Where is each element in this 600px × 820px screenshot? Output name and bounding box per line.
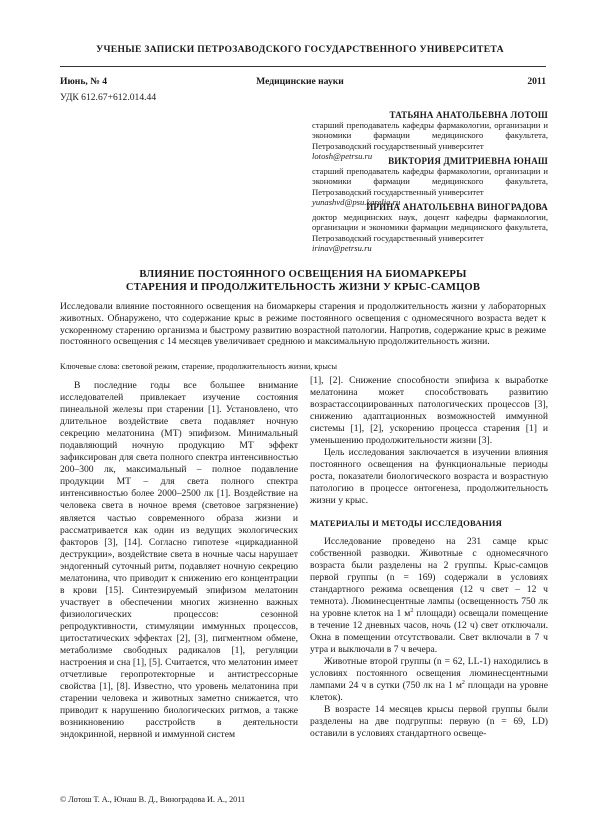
superscript: 2	[461, 679, 465, 686]
body-paragraph	[310, 536, 548, 656]
section-name: Медицинские науки	[256, 76, 344, 87]
superscript: 2	[410, 607, 414, 614]
body-paragraph: В возрасте 14 месяцев крысы первой группы были разделены на две подгруппы: первую (n = 69, LD) оставили в условиях стандартного освеще-	[310, 704, 548, 740]
author-name: ТАТЬЯНА АНАТОЛЬЕВНА ЛОТОШ	[389, 110, 548, 120]
journal-title: УЧЕНЫЕ ЗАПИСКИ ПЕТРОЗАВОДСКОГО ГОСУДАРСТВЕННОГО УНИВЕРСИТЕТА	[96, 44, 504, 55]
copyright: © Лотош Т. А., Юнаш В. Д., Виноградова И. А., 2011	[60, 795, 246, 804]
author-name: ИРИНА АНАТОЛЬЕВНА ВИНОГРАДОВА	[366, 202, 548, 212]
author-affiliation: старший преподаватель кафедры фармакологии, организации и экономики фармации медицинского факультета, Петрозаводский государственный университет	[312, 166, 548, 197]
issue-year: 2011	[527, 76, 546, 87]
author-block	[312, 156, 548, 207]
udk-code: УДК 612.67+612.014.44	[60, 92, 157, 103]
body-text: площади) освещали помещение в течение 12 дневных часов, ночь (12 ч) свет отключали. Окна в помещении отсутствовали. Свет включали в 7 ч утра и выключали в 7 ч вечера.	[310, 607, 548, 655]
abstract: Исследовали влияние постоянного освещения на биомаркеры старения и продолжительность жизни у лабораторных животных. Обнаружено, что содержание крыс в режиме постоянного освещения с одномесячного возраста ведет к ускоренному старению организма и быстрому развитию возрастной патологии. Напротив, содержание крыс в режиме постоянного освещения с 14 месяцев увеличивает среднюю и максимальную продолжительность жизни.	[60, 301, 546, 348]
author-affiliation: доктор медицинских наук, доцент кафедры фармакологии, организации и экономики фармации медицинского факультета, Петрозаводский государственный университет	[312, 212, 548, 243]
author-block	[312, 202, 548, 253]
author-block	[312, 110, 548, 161]
article-title-line: СТАРЕНИЯ И ПРОДОЛЖИТЕЛЬНОСТЬ ЖИЗНИ У КРЫС-САМЦОВ	[125, 282, 481, 294]
issue-number: Июнь, № 4	[60, 76, 108, 87]
body-text: площади на уровне клеток).	[310, 680, 548, 704]
body-paragraph: [1], [2]. Снижение способности эпифиза к выработке мелатонина может способствовать развитию возрастассоциированных патологических процессов [3], снижению адаптационных возможностей иммунной системы [1], [2], ускорению процесса старения [1] и уменьшению продолжительности жизни [3].	[310, 375, 548, 447]
author-affiliation: старший преподаватель кафедры фармакологии, организации и экономики фармации медицинского факультета, Петрозаводский государственный университет	[312, 120, 548, 151]
keywords: Ключевые слова: световой режим, старение, продолжительность жизни, крысы	[60, 362, 338, 371]
body-paragraph: В последние годы все большее внимание исследователей привлекает изучение состояния пинеальной железы при старении [1]. Установлено, что длительное воздействие света подавляет ночную секрецию мелатонина (МТ) эпифизом. Минимальный подавляющий ночную продукцию МТ эффект зафиксирован для света полного спектра интенсивностью 200–300 лк, максимальный – полное подавление продукции МТ – для света полного спектра интенсивностью более 2000–2500 лк [1]. Воздействие на человека света в ночное время (световое загрязнение) является частью современного образа жизни и рассматривается как один из ведущих экологических факторов [3], [14]. Согласно гипотезе «циркадианной деструкции», воздействие света в ночные часы нарушает эндогенный суточный ритм, подавляет ночную секрецию мелатонина, что приводит к снижению его концентрации в крови [15]. Синтезируемый эпифизом мелатонин участвует в обеспечении многих жизненно важных физиологических процессов: сезонной репродуктивности, стимуляции иммунных процессов, цитостатических эффектах [2], [3], пигментном обмене, метаболизме свободных радикалов [1], регуляции настроения и сна [1], [5]. Считается, что мелатонин имеет отчетливые геропротекторные и антистрессорные свойства [1], [8]. Известно, что уровень мелатонина при старении человека и животных заметно снижается, что приводит к нарушению биологических ритмов, а также возникновению расстройств в деятельности эндокринной, нервной и иммунной систем	[60, 380, 298, 741]
body-column-left	[60, 380, 298, 741]
body-paragraph: Цель исследования заключается в изучении влияния постоянного освещения на функциональные периоды роста, показатели биологического возраста и возрастную патологию в процессе онтогенеза, продолжительность жизни у крыс.	[310, 447, 548, 507]
article-title-line: ВЛИЯНИЕ ПОСТОЯННОГО ОСВЕЩЕНИЯ НА БИОМАРКЕРЫ	[139, 269, 467, 280]
author-name: ВИКТОРИЯ ДМИТРИЕВНА ЮНАШ	[388, 156, 548, 166]
header-rule	[60, 66, 546, 67]
body-paragraph	[310, 656, 548, 704]
article-title	[60, 268, 546, 294]
author-email[interactable]: irinav@petrsu.ru	[312, 242, 372, 253]
author-email[interactable]: lotosh@petrsu.ru	[312, 150, 373, 161]
body-text: Исследование проведено на 231 самце крыс собственной разводки. Животные с одномесячного возраста были разделены на 2 группы. Крыс-самцов первой группы (n = 169) содержали в условиях стандартного режима освещения (12 ч свет – 12 ч темнота). Люминесцентные лампы (освещенность 750 лк на уровне клеток на 1 м	[310, 535, 548, 619]
body-text: Животные второй группы (n = 62, LL-1) находились в условиях постоянного освещения люминесцентными лампами 24 ч в сутки (750 лк на 1 м	[310, 656, 548, 692]
author-email[interactable]: yunashvd@psu.karelia.ru	[312, 196, 401, 207]
body-column-right	[310, 375, 548, 740]
section-heading: МАТЕРИАЛЫ И МЕТОДЫ ИССЛЕДОВАНИЯ	[310, 517, 502, 528]
